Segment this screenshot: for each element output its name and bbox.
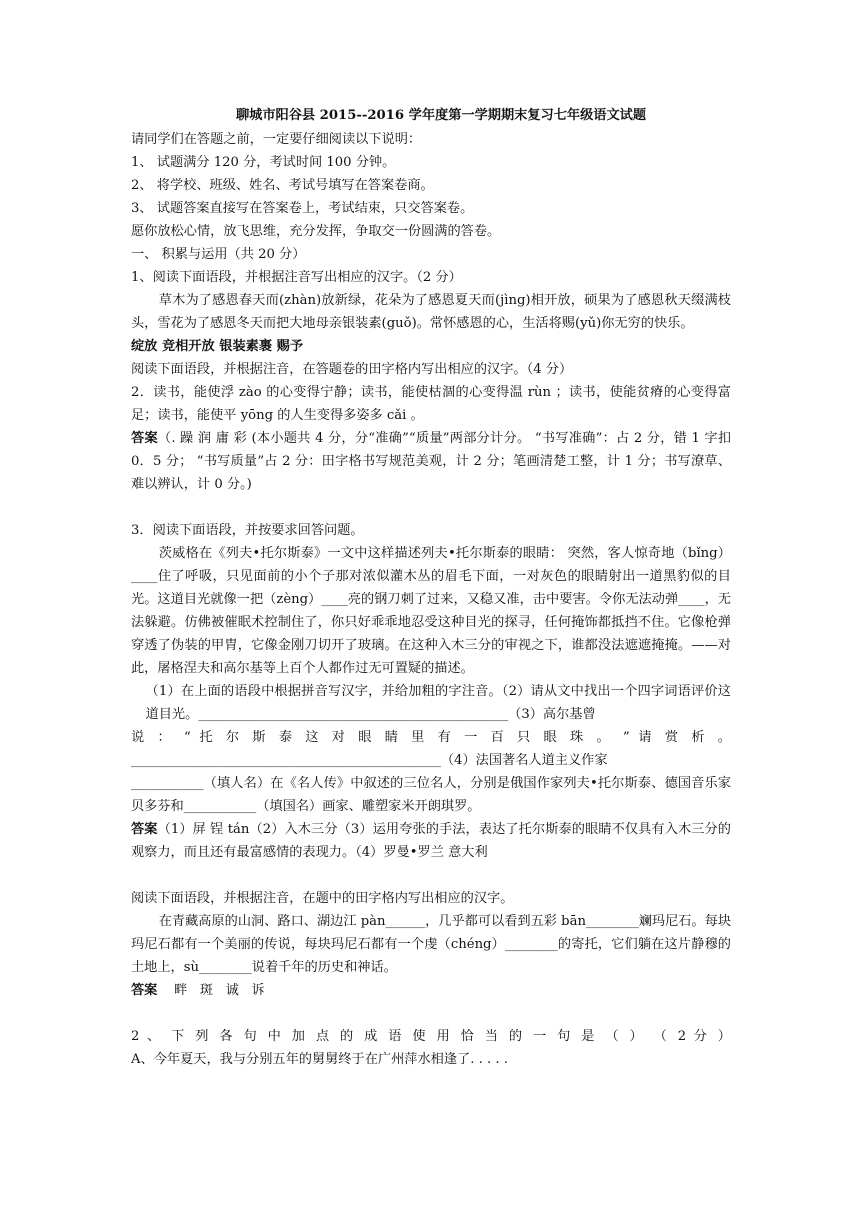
q2-prompt: 阅读下面语段，并根据注音，在答题卷的田字格内写出相应的汉字。（4 分）: [131, 362, 573, 377]
exam-document: [131, 104, 731, 1071]
page-title: 聊城市阳谷县 2015--2016 学年度第一学期期末复习七年级语文试题: [235, 108, 647, 123]
instruction-item-1: 1、 试题满分 120 分，考试时间 100 分钟。: [131, 155, 396, 170]
q4-answer: [131, 979, 731, 1002]
q1-prompt: 1、阅读下面语段，并根据注音写出相应的汉字。（2 分）: [131, 270, 462, 285]
instructions-intro: 请同学们在答题之前，一定要仔细阅读以下说明：: [131, 132, 422, 147]
q4-prompt: 阅读下面语段，并根据注音，在题中的田字格内写出相应的汉字。: [131, 891, 514, 906]
instruction-item-3: 3、 试题答案直接写在答案卷上，考试结束，只交答案卷。: [131, 201, 474, 216]
spacer: [131, 864, 731, 887]
instruction-item-2: 2、 将学校、班级、姓名、考试号填写在答案卷商。: [131, 178, 434, 193]
q2-answer: [131, 427, 731, 496]
q4-answer-text: 畔 斑 诚 诉: [157, 983, 265, 998]
instruction-encouragement: 愿你放松心情，放飞思维，充分发挥，争取交一份圆满的答卷。: [131, 224, 501, 239]
q3-answer: [131, 818, 731, 864]
q3-questions-4: ___________（填人名）在《名人传》中叙述的三位名人，分别是俄国作家列夫•托尔斯泰、德国音乐家贝多芬和___________（填国名）画家、雕塑家米开朗琪罗。: [131, 776, 731, 814]
q5-option-a: A、今年夏天，我与分别五年的舅舅终于在广州萍水相逢了. . . . .: [131, 1052, 508, 1067]
answer-label: 答案: [131, 431, 158, 446]
q1-passage: 草木为了感恩春天而(zhàn)放新绿，花朵为了感恩夏天而(jìng)相开放，硕果为了感恩秋天缀满枝头，雪花为了感恩冬天而把大地母亲银装素(guǒ)。常怀感恩的心，生活将赐(yǔ)你无穷的快乐。: [131, 293, 731, 331]
q3-answer-text: （1）屏 锃 tán（2）入木三分（3）运用夸张的手法，表达了托尔斯泰的眼睛不仅具有入木三分的观察力，而且还有最富感情的表现力。（4）罗曼•罗兰 意大利: [131, 822, 731, 860]
spacer: [131, 496, 731, 519]
q3-questions-3: _______________________________________________（4）法国著名人道主义作家: [131, 753, 608, 768]
spacer: [131, 1002, 731, 1025]
q5-prompt: 2 、 下 列 各 句 中 加 点 的 成 语 使 用 恰 当 的 一 句 是 （ ） （ 2 分 ）: [131, 1029, 731, 1044]
section-heading: 一、 积累与运用（共 20 分）: [131, 247, 306, 262]
q2-passage: 2．读书，能使浮 zào 的心变得宁静；读书，能使枯涸的心变得温 rùn ；读书，使能贫瘠的心变得富足；读书，能使平 yōng 的人生变得多姿多 cǎi 。: [131, 385, 731, 423]
q3-prompt: 3．阅读下面语段，并按要求回答问题。: [131, 523, 364, 538]
q1-answer: 绽放 竞相开放 银装素裹 赐予: [131, 339, 304, 354]
q2-answer-text: （. 躁 润 庸 彩 (本小题共 4 分，分“准确”“质量”两部分计分。 “书写准确”：占 2 分，错 1 字扣 0．5 分； “书写质量”占 2 分：田字格书写规范美观，计 2 分；笔画清楚工整，计 1 分；书写潦草、难以辨认，计 0 分。): [131, 431, 732, 492]
q3-questions-1: （1）在上面的语段中根据拼音写汉字，并给加粗的字注音。（2）请从文中找出一个四字词语评价这道目光。_______________________________________________（3）高尔基曾: [145, 684, 731, 722]
q3-questions-2: 说 ： “ 托 尔 斯 泰 这 对 眼 睛 里 有 一 百 只 眼 珠 。 ” 请 赏 析 。: [131, 730, 731, 745]
answer-label: 答案: [131, 822, 158, 837]
q4-passage: 在青藏高原的山洞、路口、湖边江 pàn______，几乎都可以看到五彩 bān________斓玛尼石。每块玛尼石都有一个美丽的传说，每块玛尼石都有一个虔（chéng）________的寄托，它们躺在这片静穆的土地上，sù________说着千年的历史和神话。: [131, 914, 732, 975]
answer-label: 答案: [131, 983, 158, 998]
q3-passage: 茨威格在《列夫•托尔斯泰》一文中这样描述列夫•托尔斯泰的眼睛： 突然，客人惊奇地（bǐng）____住了呼吸，只见面前的小个子那对浓似灌木丛的眉毛下面，一对灰色的眼睛射出一道黑豹似的目光。这道目光就像一把（zèng）____亮的钢刀刺了过来，又稳又准，击中要害。令你无法动弹____，无法躲避。仿佛被催眠术控制住了，你只好乖乖地忍受这种目光的探寻，任何掩饰都抵挡不住。它像枪弹穿透了伪装的甲胄，它像金刚刀切开了玻璃。在这种入木三分的审视之下，谁都没法遮遮掩掩。——对此，屠格涅夫和高尔基等上百个人都作过无可置疑的描述。: [131, 546, 731, 676]
